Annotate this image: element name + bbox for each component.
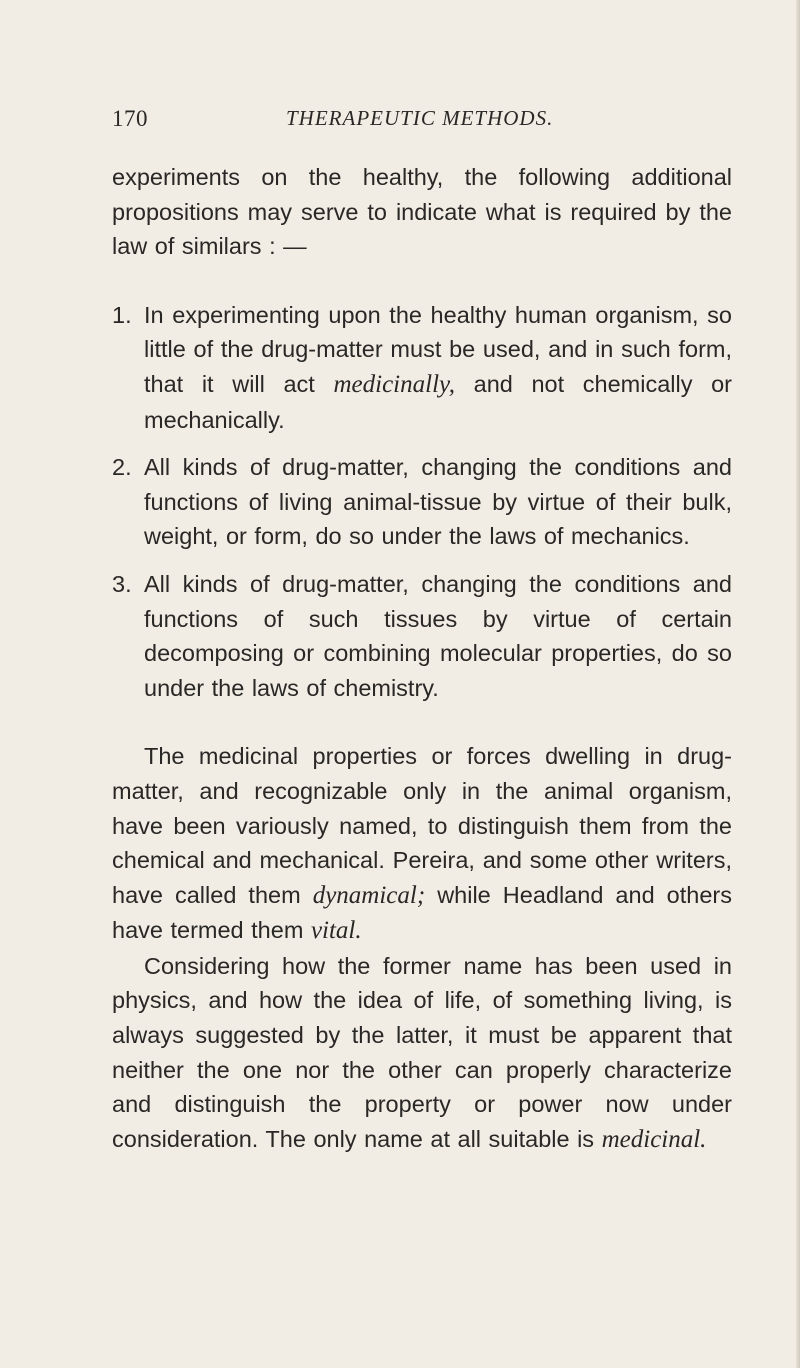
proposition-text: In experimenting upon the healthy human organism, so little of the drug-matter must be used, and in such form, that it will act — [144, 301, 732, 397]
paragraph-text: while Headland and others have termed them — [112, 881, 732, 944]
page-number: 170 — [112, 106, 148, 131]
proposition-item — [112, 298, 732, 437]
proposition-text: All kinds of drug-matter, changing the conditions and functions of such tissues by virtue of certain decomposing or combining molecular properties, do so under the laws of chemistry. — [144, 570, 732, 701]
emphasis-text: medicinally, — [333, 370, 455, 398]
paragraph-text: Considering how the former name has been used in physics, and how the idea of life, of something living, is always suggested by the latter, it must be apparent that neither the one nor the other can properly characterize and distinguish the property or power now under consideration. The only name at all suitable is — [112, 952, 732, 1152]
emphasis-text: medicinal. — [601, 1125, 707, 1153]
proposition-item — [112, 567, 732, 705]
proposition-number: 2. — [112, 454, 132, 481]
emphasis-text: vital. — [310, 917, 362, 945]
page-edge-shadow — [796, 0, 800, 1368]
proposition-text: All kinds of drug-matter, changing the conditions and functions of living animal-tissue by virtue of their bulk, weight, or form, do so under the laws of mechanics. — [144, 454, 732, 550]
emphasis-text: dynamical; — [312, 881, 426, 909]
body-paragraph — [112, 739, 732, 949]
proposition-number: 1. — [112, 301, 132, 328]
proposition-text: and not chemically or mechanically. — [144, 370, 732, 433]
proposition-number: 3. — [112, 570, 132, 597]
body-text — [112, 160, 732, 1157]
running-head — [112, 106, 712, 136]
paragraph-text: The medicinal properties or forces dwelling in drug-matter, and recognizable only in the animal organism, have been variously named, to distinguish them from the chemical and mechanical. Pereira, and some other writers, have called them — [112, 743, 732, 908]
body-paragraph — [112, 949, 732, 1158]
proposition-item — [112, 450, 732, 554]
running-title: THERAPEUTIC METHODS. — [286, 106, 554, 130]
intro-paragraph: experiments on the healthy, the following additional propositions may serve to indicate what is required by the law of similars : — — [112, 164, 732, 260]
proposition-list — [112, 298, 732, 706]
